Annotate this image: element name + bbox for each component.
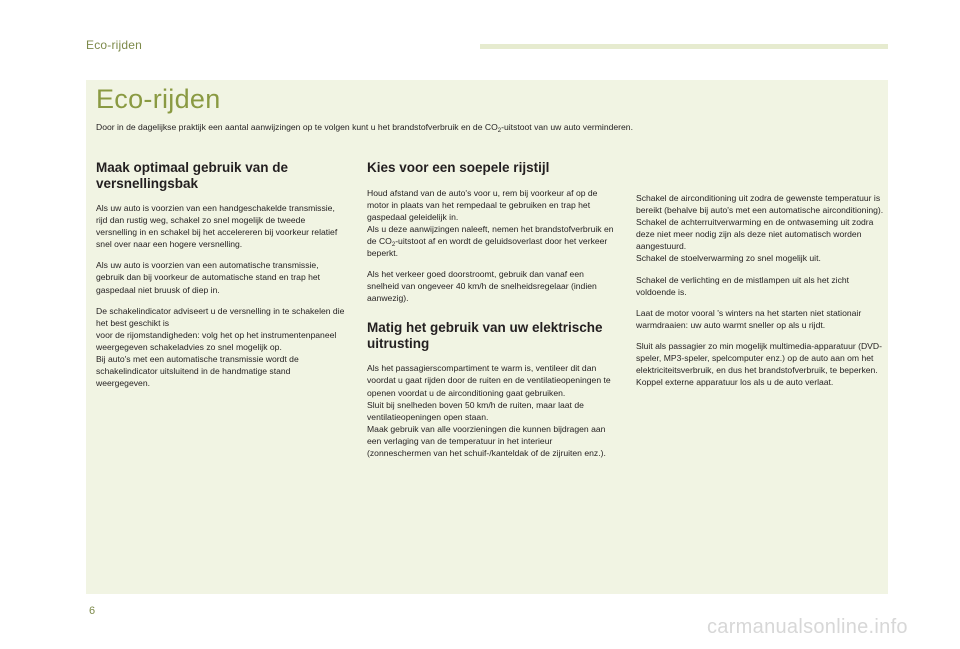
text-line: Schakel de stoelverwarming zo snel mogelijk uit.: [636, 253, 821, 264]
running-header: Eco-rijden: [86, 38, 143, 52]
text-line: Bij auto's met een automatische transmissie wordt de schakelindicator uitsluitend in de handmatige stand weergegeven.: [96, 354, 299, 389]
text-line: Sluit bij snelheden boven 50 km/h de ruiten, maar laat de ventilatieopeningen open staan.: [367, 399, 584, 422]
intro-text-part: -uitstoot van uw auto verminderen.: [501, 122, 633, 132]
section-heading-electrical: Matig het gebruik van uw elektrische uitrusting: [367, 320, 603, 351]
header-rule: [480, 44, 888, 49]
text-line: Sluit als passagier zo min mogelijk multimedia-apparatuur (DVD-speler, MP3-speler, spelcomputer enz.) op de auto aan om het elektriciteitsverbruik, en dus het brandstofverbruik, te beperken.: [636, 340, 882, 376]
paragraph: Schakel de verlichting en de mistlampen uit als het zicht voldoende is.: [636, 274, 850, 297]
paragraph: [367, 187, 617, 260]
paragraph: Als het verkeer goed doorstroomt, gebruik dan vanaf een snelheid van ongeveer 40 km/h de snelheidsregelaar (indien aanwezig).: [367, 269, 597, 304]
column-1: [96, 160, 346, 398]
paragraph: [636, 340, 884, 388]
text-line: Koppel externe apparatuur los als u de auto verlaat.: [636, 377, 834, 388]
paragraph: [96, 305, 346, 390]
paragraph: Laat de motor vooral 's winters na het starten niet stationair warmdraaien: uw auto warmt sneller op als u rijdt.: [636, 307, 862, 330]
page-number: 6: [89, 605, 96, 617]
text-line: Maak gebruik van alle voorzieningen die kunnen bijdragen aan een verlaging van de temperatuur in het interieur (zonneschermen van het schuif-/kanteldak of de zijruiten enz.).: [367, 423, 606, 458]
intro-text-part: Door in de dagelijkse praktijk een aantal aanwijzingen op te volgen kunt u het brandstofverbruik en de CO: [96, 122, 498, 132]
text-line: voor de rijomstandigheden: volg het op het instrumentenpaneel weergegeven schakeladvies zo snel mogelijk op.: [96, 329, 337, 352]
co2-subscript: 2: [391, 241, 396, 248]
paragraph: [636, 192, 884, 265]
text-line: Schakel de airconditioning uit zodra de gewenste temperatuur is bereikt (behalve bij auto's met een automatische airconditioning).: [636, 193, 884, 216]
intro-text: [96, 121, 876, 133]
section-heading-driving-style: Kies voor een soepele rijstijl: [367, 160, 550, 175]
section-heading-gearbox: Maak optimaal gebruik van de versnellingsbak: [96, 160, 289, 191]
text-line: De schakelindicator adviseert u de versnelling in te schakelen die het best geschikt is: [96, 305, 345, 328]
text-line: -uitstoot af en wordt de geluidsoverlast door het verkeer beperkt.: [367, 235, 608, 258]
co2-subscript: 2: [497, 128, 502, 134]
text-line: Houd afstand van de auto's voor u, rem bij voorkeur af op de motor in plaats van het rempedaal te gebruiken en trap het gaspedaal geleidelijk in.: [367, 187, 598, 222]
watermark: carmanualsonline.info: [707, 616, 908, 638]
page-title: Eco-rijden: [96, 84, 221, 114]
paragraph: Als uw auto is voorzien van een handgeschakelde transmissie, rijd dan rustig weg, schakel zo snel mogelijk de tweede versnelling in en schakel bij het accelereren bij voorkeur relatief snel over naar een hogere versnelling.: [96, 203, 338, 250]
text-line: Als het passagierscompartiment te warm is, ventileer dit dan voordat u gaat rijden door de ruiten en de ventilatieopeningen te openen voordat u de airconditioning gaat gebruiken.: [367, 363, 611, 398]
paragraph: Als uw auto is voorzien van een automatische transmissie, gebruik dan bij voorkeur de automatische stand en trap het gaspedaal niet bruusk of diep in.: [96, 260, 321, 295]
column-3: [636, 192, 884, 397]
column-2: [367, 160, 617, 468]
text-line: Schakel de achterruitverwarming en de ontwaseming uit zodra deze niet meer nodig zijn als deze niet automatisch worden aangestuurd.: [636, 217, 874, 252]
paragraph: [367, 362, 617, 459]
text-line: Als u deze aanwijzingen naleeft, nemen het brandstofverbruik en de CO: [367, 223, 614, 246]
